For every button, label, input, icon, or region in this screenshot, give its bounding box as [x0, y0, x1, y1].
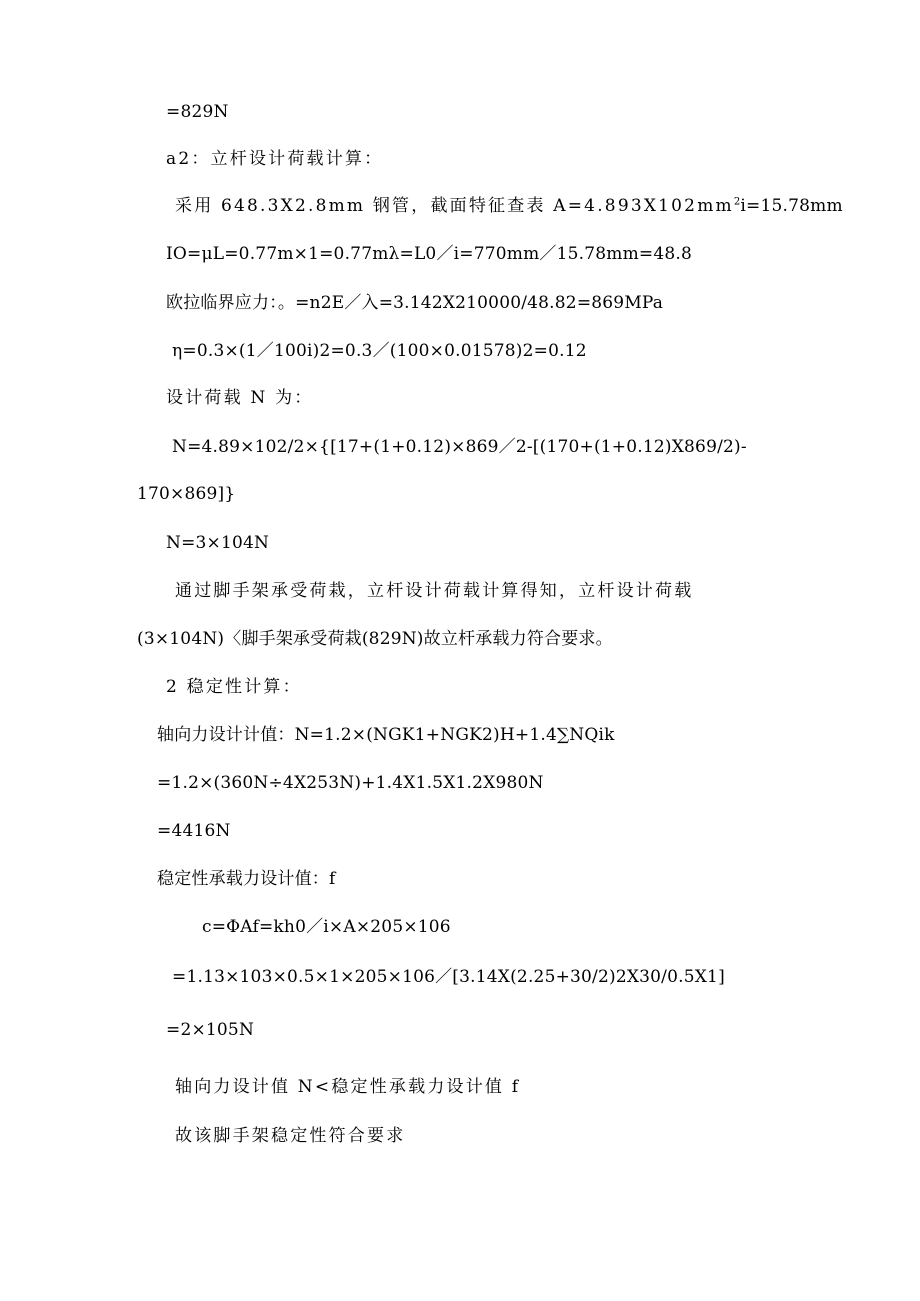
text-line-14: 轴向力设计计值：N=1.2×(NGK1+NGK2)H+1.4∑NQik: [157, 725, 615, 745]
text-line-19: =1.13×103×0.5×1×205×106／[3.14X(2.25+30/2)2X30/0.5X1]: [172, 967, 725, 987]
text-line-10: N=3×104N: [166, 533, 270, 553]
text-line-8: N=4.89×102/2×{[17+(1+0.12)×869／2-[(170+(1+0.12)X869/2)-: [172, 437, 747, 457]
text-line-16: =4416N: [157, 821, 231, 841]
text-line-18: c=ΦAf=kh0／i×A×205×106: [202, 917, 451, 937]
text-line-3: [175, 195, 843, 217]
text-line-3-tail: i=15.78mm: [740, 196, 843, 216]
text-line-5: 欧拉临界应力：。=n2E／入=3.142X210000/48.82=869MPa: [166, 293, 664, 313]
text-line-11: 通过脚手架承受荷栽，立杆设计荷载计算得知，立杆设计荷载: [175, 581, 694, 601]
text-line-1: =829N: [166, 102, 229, 122]
text-line-22: 故该脚手架稳定性符合要求: [175, 1126, 406, 1146]
superscript-2: 2: [733, 196, 741, 208]
text-line-20: =2×105N: [166, 1020, 255, 1040]
text-line-9: 170×869]}: [137, 484, 236, 504]
text-line-21: 轴向力设计值 N<稳定性承载力设计值 f: [175, 1077, 521, 1097]
text-line-15: =1.2×(360N÷4X253N)+1.4X1.5X1.2X980N: [157, 773, 544, 793]
text-line-6: η=0.3×(1／100i)2=0.3／(100×0.01578)2=0.12: [172, 341, 587, 361]
text-line-12: (3×104N)〈脚手架承受荷栽(829N)故立杆承载力符合要求。: [137, 629, 613, 649]
text-line-4: IO=μL=0.77m×1=0.77mλ=L0／i=770mm／15.78mm=48.8: [166, 244, 693, 264]
text-line-7: 设计荷载 N 为：: [166, 388, 314, 408]
text-line-17: 稳定性承载力设计值：f: [157, 869, 336, 889]
text-line-13: 2 稳定性计算：: [166, 677, 302, 697]
text-line-3-main: 采用 648.3X2.8mm 钢管，截面特征查表 A=4.893X102mm: [175, 196, 734, 216]
text-line-2: a2：立杆设计荷载计算：: [166, 149, 384, 169]
